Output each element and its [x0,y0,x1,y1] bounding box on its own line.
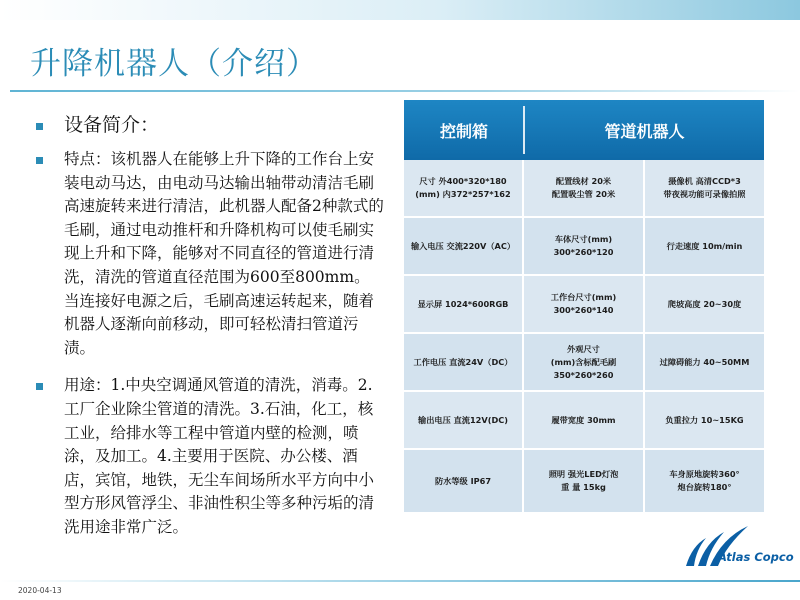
table-cell: 工作台尺寸(mm) 300*260*140 [524,276,645,334]
uses-text: 用途：1.中央空调通风管道的清洗，消毒。2.工厂企业除尘管道的清洗。3.石油，化工，核工业，给排水等工程中管道内壁的检测，喷涂，及加工。4.主要用于医院、办公楼、酒店，宾馆，地铁，无尘车间场所水平方向中小型方形风管浮尘、非油性积尘等多种污垢的清洗用途非常广泛。 [64,376,375,536]
spec-table-header [404,100,764,160]
footer-date: 2020-04-13 [18,586,62,595]
header-gradient-bar [0,0,800,20]
table-row [404,276,764,334]
table-cell: 输入电压 交流220V（AC） [404,218,524,276]
table-row [404,218,764,276]
table-row [404,160,764,218]
table-cell: 配置线材 20米 配置吸尘管 20米 [524,160,645,218]
table-cell: 行走速度 10m/min [645,218,764,276]
spec-table [404,100,764,514]
intro-bullet [34,112,384,138]
table-cell: 显示屏 1024*600RGB [404,276,524,334]
description-panel [34,112,384,540]
table-cell: 工作电压 直流24V（DC） [404,334,524,392]
atlas-copco-logo [684,520,794,570]
footer-gradient-line [0,580,800,582]
table-cell: 履带宽度 30mm [524,392,645,450]
intro-heading: 设备简介： [64,114,160,136]
table-cell: 负重拉力 10~15KG [645,392,764,450]
table-cell: 照明 强光LED灯泡 重 量 15kg [524,450,645,514]
table-row [404,334,764,392]
table-cell: 车体尺寸(mm) 300*260*120 [524,218,645,276]
slide-title: 升降机器人（介绍） [30,46,318,82]
table-cell: 车身原地旋转360° 炮台旋转180° [645,450,764,514]
uses-bullet [34,374,384,539]
logo-wordmark: Atlas Copco [718,550,794,564]
features-bullet [34,148,384,360]
header-control-box: 控制箱 [439,121,488,141]
table-cell: 过障碍能力 40~50MM [645,334,764,392]
header-pipe-robot: 管道机器人 [604,121,685,141]
table-row [404,392,764,450]
bullet-square-icon [36,383,43,390]
table-cell: 防水等级 IP67 [404,450,524,514]
features-text: 特点：该机器人在能够上升下降的工作台上安装电动马达，由电动马达输出轴带动清洁毛刷高速旋转来进行清洁，此机器人配备2种款式的毛刷，通过电动推杆和升降机构可以使毛刷实现上升和下降，能够对不同直径的管道进行清洗，清洗的管道直径范围为600至800mm。当连接好电源之后，毛刷高速运转起来，随着机器人逐渐向前移动，即可轻松清扫管道污渍。 [64,150,384,357]
table-cell: 爬坡高度 20~30度 [645,276,764,334]
table-cell: 输出电压 直流12V(DC) [404,392,524,450]
title-underline [10,90,800,92]
bullet-square-icon [36,123,43,130]
table-cell: 尺寸 外400*320*180 (mm) 内372*257*162 [404,160,524,218]
spacer [34,360,384,374]
table-cell: 外观尺寸 (mm)含标配毛刷 350*260*260 [524,334,645,392]
bullet-square-icon [36,157,43,164]
table-row [404,450,764,514]
table-cell: 摄像机 高清CCD*3 带夜视功能可录像拍照 [645,160,764,218]
